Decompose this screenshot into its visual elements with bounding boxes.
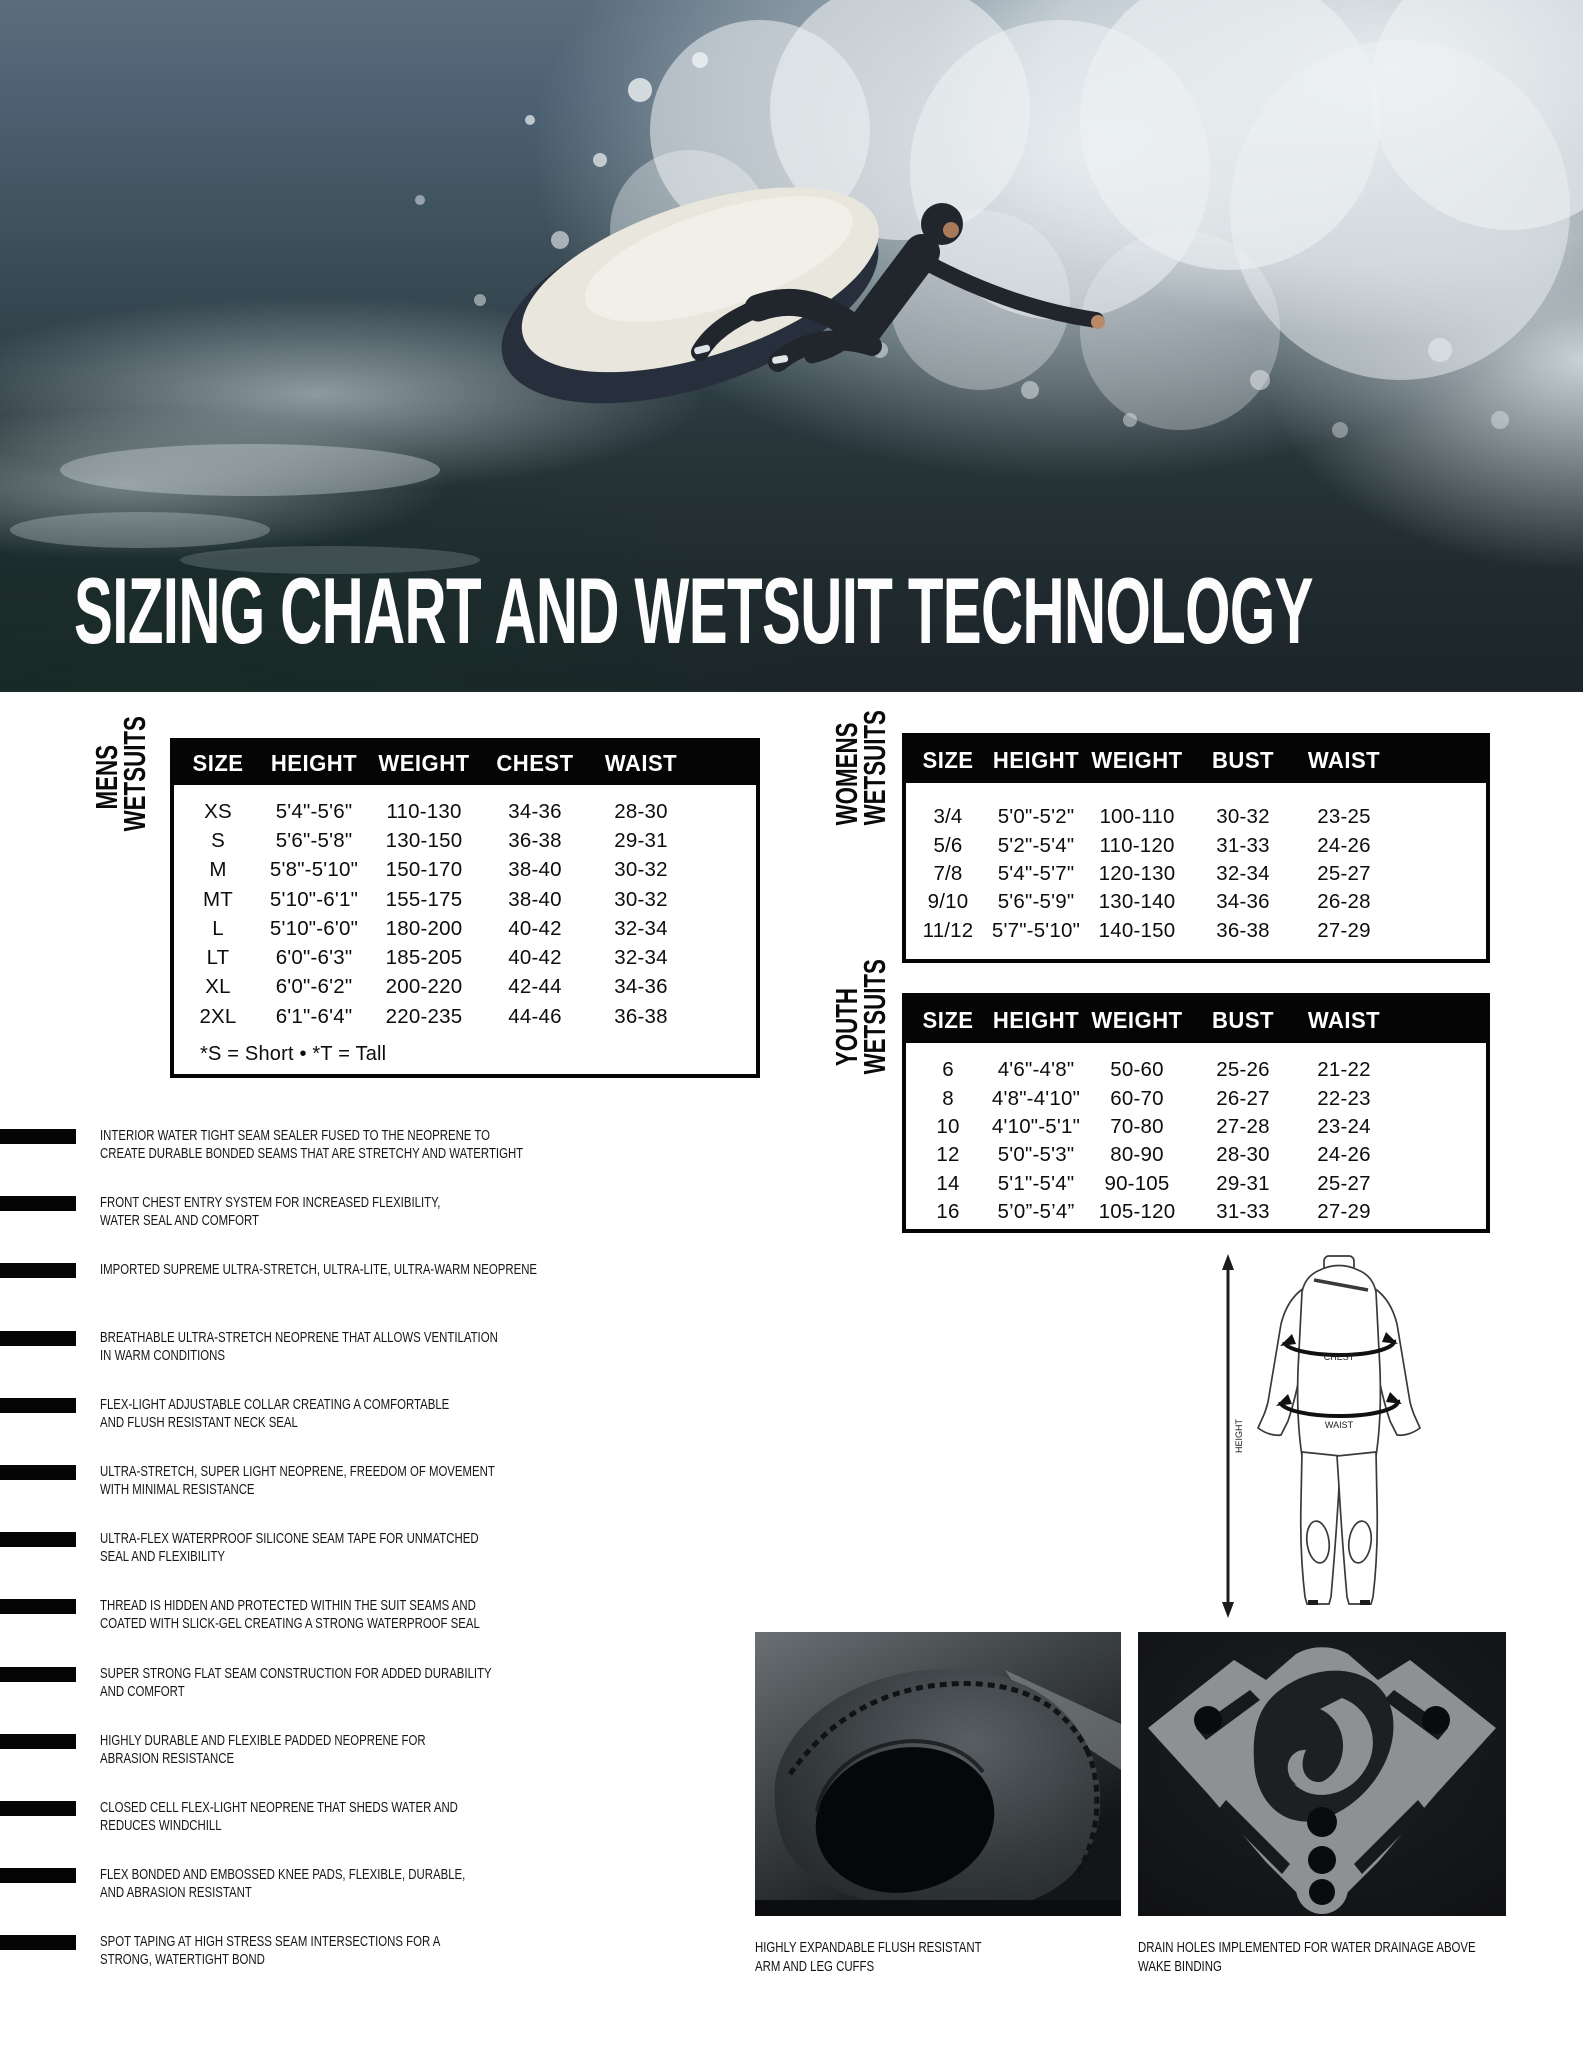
table-cell: 40-42 — [508, 916, 562, 940]
table-cell: 30-32 — [614, 858, 668, 882]
mens-wetsuits-label: MENS WETSUITS — [89, 716, 152, 832]
table-cell: 200-220 — [385, 975, 463, 999]
table-row — [906, 1113, 1486, 1141]
drain-holes-photo — [1138, 1632, 1506, 1916]
table-cell: 5'4"-5'6" — [275, 799, 353, 823]
feature-item — [0, 1933, 700, 1969]
feature-bullet-bar — [0, 1734, 76, 1749]
feature-text: IMPORTED SUPREME ULTRA-STRETCH, ULTRA-LITE, ULTRA-WARM NEOPRENE — [100, 1261, 538, 1279]
table-cell: XL — [205, 975, 231, 999]
column-header: SIZE — [922, 746, 974, 773]
table-cell: 6'0"-6'3" — [275, 946, 353, 970]
feature-bullet-bar — [0, 1532, 76, 1547]
table-cell: L — [212, 916, 224, 940]
column-header: CHEST — [496, 750, 574, 776]
youth-size-table — [902, 993, 1490, 1233]
feature-text: HIGHLY DURABLE AND FLEXIBLE PADDED NEOPRENE FOR ABRASION RESISTANCE — [100, 1731, 426, 1767]
table-cell: 27-29 — [1317, 1200, 1371, 1224]
table-cell: 34-36 — [614, 975, 668, 999]
column-header: BUST — [1211, 1006, 1275, 1033]
womens-table-body — [906, 783, 1486, 945]
technology-feature-list — [0, 0, 720, 2048]
table-cell: 5'10"-6'0" — [269, 916, 359, 940]
table-cell: 16 — [936, 1200, 960, 1224]
column-header: WEIGHT — [1091, 746, 1183, 773]
table-cell: 34-36 — [508, 799, 562, 823]
feature-text: THREAD IS HIDDEN AND PROTECTED WITHIN THE SUIT SEAMS AND COATED WITH SLICK-GEL CREATING A STRONG WATERPROOF SEAL — [100, 1597, 480, 1633]
table-row — [906, 888, 1486, 916]
column-header: SIZE — [192, 750, 244, 776]
youth-wetsuits-label: YOUTH WETSUITS — [829, 959, 892, 1075]
table-cell: 180-200 — [385, 916, 463, 940]
table-cell: 5'10"-6'1" — [269, 887, 359, 911]
table-cell: 24-26 — [1317, 833, 1371, 857]
column-header: HEIGHT — [992, 1006, 1080, 1033]
table-row — [906, 1056, 1486, 1084]
column-header: WAIST — [604, 750, 678, 776]
table-cell: LT — [206, 946, 230, 970]
feature-text: INTERIOR WATER TIGHT SEAM SEALER FUSED TO THE NEOPRENE TO CREATE DURABLE BONDED SEAMS THAT ARE STRETCHY AND WATERTIGHT — [100, 1127, 524, 1162]
table-cell: 4'10"-5'1" — [991, 1114, 1081, 1138]
feature-bullet-bar — [0, 1599, 76, 1614]
table-cell: 120-130 — [1098, 861, 1176, 885]
table-cell: 27-29 — [1317, 918, 1371, 942]
column-header: WAIST — [1307, 1006, 1381, 1033]
feature-item — [0, 1665, 700, 1701]
table-cell: 130-150 — [385, 828, 463, 852]
table-cell: 5'0"-5'2" — [997, 805, 1075, 829]
table-cell: 5'4"-5'7" — [997, 861, 1075, 885]
table-cell: 21-22 — [1317, 1058, 1371, 1082]
table-cell: 8 — [942, 1086, 954, 1110]
table-cell: 12 — [936, 1143, 960, 1167]
table-cell: 22-23 — [1317, 1086, 1371, 1110]
table-cell: 9/10 — [927, 890, 969, 914]
table-cell: 6'0"-6'2" — [275, 975, 353, 999]
table-cell: 23-25 — [1317, 805, 1371, 829]
column-header: SIZE — [922, 1006, 974, 1033]
feature-item — [0, 1732, 700, 1768]
wetsuit-outline — [1258, 1256, 1420, 1605]
table-cell: 31-33 — [1216, 833, 1270, 857]
table-cell: 6 — [942, 1058, 954, 1082]
feature-item — [0, 1463, 700, 1499]
table-row — [906, 917, 1486, 945]
table-cell: 2XL — [199, 1004, 237, 1028]
feature-text: BREATHABLE ULTRA-STRETCH NEOPRENE THAT ALLOWS VENTILATION IN WARM CONDITIONS — [100, 1328, 498, 1364]
table-cell: 5/6 — [933, 833, 963, 857]
table-cell: 110-120 — [1099, 833, 1175, 857]
table-cell: 90-105 — [1104, 1171, 1170, 1195]
table-cell: M — [209, 858, 227, 882]
table-row — [906, 831, 1486, 859]
table-row — [906, 1198, 1486, 1226]
feature-text: ULTRA-STRETCH, SUPER LIGHT NEOPRENE, FREEDOM OF MOVEMENT WITH MINIMAL RESISTANCE — [100, 1463, 495, 1498]
table-cell: 130-140 — [1098, 890, 1176, 914]
feature-item — [0, 1530, 700, 1566]
feature-item — [0, 1329, 700, 1365]
feature-text: ULTRA-FLEX WATERPROOF SILICONE SEAM TAPE FOR UNMATCHED SEAL AND FLEXIBILITY — [100, 1530, 479, 1566]
feature-text: SPOT TAPING AT HIGH STRESS SEAM INTERSECTIONS FOR A STRONG, WATERTIGHT BOND — [100, 1933, 441, 1969]
table-cell: 110-130 — [386, 799, 462, 823]
height-arrow — [1222, 1254, 1234, 1618]
column-header: WAIST — [1307, 746, 1381, 773]
drain-caption: DRAIN HOLES IMPLEMENTED FOR WATER DRAINAGE ABOVE WAKE BINDING — [1138, 1939, 1476, 1975]
table-cell: XS — [204, 799, 232, 823]
table-row — [906, 803, 1486, 831]
womens-wetsuits-label: WOMENS WETSUITS — [829, 710, 892, 826]
feature-text: FLEX-LIGHT ADJUSTABLE COLLAR CREATING A COMFORTABLE AND FLUSH RESISTANT NECK SEAL — [100, 1395, 450, 1431]
table-cell: 34-36 — [1216, 890, 1270, 914]
feature-text: CLOSED CELL FLEX-LIGHT NEOPRENE THAT SHEDS WATER AND REDUCES WINDCHILL — [100, 1799, 458, 1834]
chest-label: CHEST — [1323, 1352, 1355, 1362]
table-cell: 26-28 — [1317, 890, 1371, 914]
feature-bullet-bar — [0, 1935, 76, 1950]
table-cell: 70-80 — [1110, 1114, 1164, 1138]
womens-table-header — [906, 737, 1486, 783]
table-cell: 5'7"-5'10" — [991, 918, 1081, 942]
page-title: SIZING CHART AND WETSUIT TECHNOLOGY — [74, 558, 1313, 663]
table-cell: 25-27 — [1317, 861, 1371, 885]
column-header: WEIGHT — [378, 750, 470, 776]
table-cell: 38-40 — [508, 887, 562, 911]
measurement-diagram — [1218, 1250, 1428, 1627]
table-cell: 5’0”-5’4” — [997, 1200, 1075, 1224]
table-cell: 150-170 — [385, 858, 463, 882]
table-cell: 36-38 — [508, 828, 562, 852]
feature-item — [0, 1396, 700, 1432]
column-header: WEIGHT — [1091, 1006, 1183, 1033]
table-cell: 32-34 — [1216, 861, 1270, 885]
feature-item — [0, 1866, 700, 1902]
table-cell: 40-42 — [508, 946, 562, 970]
table-cell: S — [211, 828, 225, 852]
column-header: HEIGHT — [270, 750, 358, 776]
table-cell: 44-46 — [508, 1004, 562, 1028]
table-row — [906, 1084, 1486, 1112]
table-cell: 42-44 — [508, 975, 562, 999]
table-cell: 38-40 — [508, 858, 562, 882]
column-header: HEIGHT — [992, 746, 1080, 773]
feature-bullet-bar — [0, 1801, 76, 1816]
feature-bullet-bar — [0, 1263, 76, 1278]
table-row — [906, 1141, 1486, 1169]
table-cell: 25-26 — [1216, 1058, 1270, 1082]
table-cell: 100-110 — [1099, 805, 1175, 829]
column-header: BUST — [1211, 746, 1275, 773]
table-cell: 14 — [936, 1171, 960, 1195]
table-cell: 36-38 — [614, 1004, 668, 1028]
feature-text: SUPER STRONG FLAT SEAM CONSTRUCTION FOR ADDED DURABILITY AND COMFORT — [100, 1664, 492, 1700]
table-cell: 23-24 — [1317, 1114, 1371, 1138]
table-cell: 5'6"-5'8" — [275, 828, 353, 852]
size-footnote: *S = Short • *T = Tall — [200, 1043, 387, 1065]
table-cell: 6'1"-6'4" — [275, 1004, 353, 1028]
table-cell: 3/4 — [933, 805, 963, 829]
feature-item — [0, 1799, 700, 1835]
table-cell: 29-31 — [614, 828, 668, 852]
table-cell: 28-30 — [614, 799, 668, 823]
youth-table-body — [906, 1043, 1486, 1226]
table-cell: 5'1"-5'4" — [997, 1171, 1075, 1195]
table-cell: 4'6"-4'8" — [997, 1058, 1075, 1082]
table-cell: 50-60 — [1110, 1058, 1164, 1082]
table-cell: 80-90 — [1110, 1143, 1164, 1167]
feature-bullet-bar — [0, 1868, 76, 1883]
feature-item — [0, 1127, 700, 1163]
table-cell: 32-34 — [614, 916, 668, 940]
table-cell: 5'0"-5'3" — [997, 1143, 1075, 1167]
table-cell: 27-28 — [1216, 1114, 1270, 1138]
table-cell: 28-30 — [1216, 1143, 1270, 1167]
cuff-caption: HIGHLY EXPANDABLE FLUSH RESISTANT ARM AND LEG CUFFS — [755, 1939, 982, 1975]
table-cell: 185-205 — [385, 946, 463, 970]
table-cell: 155-175 — [385, 887, 463, 911]
table-cell: 30-32 — [614, 887, 668, 911]
cuff-photo — [755, 1632, 1121, 1916]
youth-table-header — [906, 997, 1486, 1043]
table-cell: 60-70 — [1110, 1086, 1164, 1110]
table-cell: 29-31 — [1216, 1171, 1270, 1195]
table-row — [906, 1170, 1486, 1198]
table-cell: 24-26 — [1317, 1143, 1371, 1167]
table-cell: 7/8 — [933, 861, 963, 885]
feature-bullet-bar — [0, 1667, 76, 1682]
table-cell: 25-27 — [1317, 1171, 1371, 1195]
table-cell: 4'8"-4'10" — [991, 1086, 1081, 1110]
feature-bullet-bar — [0, 1465, 76, 1480]
feature-bullet-bar — [0, 1129, 76, 1144]
table-cell: 30-32 — [1216, 805, 1270, 829]
table-cell: 140-150 — [1098, 918, 1176, 942]
table-cell: 31-33 — [1216, 1200, 1270, 1224]
feature-bullet-bar — [0, 1331, 76, 1346]
table-cell: 11/12 — [922, 918, 974, 942]
table-cell: MT — [203, 887, 233, 911]
table-cell: 5'6"-5'9" — [997, 890, 1075, 914]
table-cell: 5'8"-5'10" — [269, 858, 359, 882]
feature-text: FRONT CHEST ENTRY SYSTEM FOR INCREASED FLEXIBILITY, WATER SEAL AND COMFORT — [100, 1194, 441, 1230]
table-cell: 220-235 — [385, 1004, 463, 1028]
waist-label: WAIST — [1324, 1420, 1354, 1430]
feature-text: FLEX BONDED AND EMBOSSED KNEE PADS, FLEXIBLE, DURABLE, AND ABRASION RESISTANT — [100, 1866, 466, 1902]
table-cell: 26-27 — [1216, 1086, 1270, 1110]
feature-bullet-bar — [0, 1196, 76, 1211]
womens-size-table — [902, 733, 1490, 963]
height-label: HEIGHT — [1234, 1418, 1244, 1454]
table-row — [906, 860, 1486, 888]
feature-item — [0, 1194, 700, 1230]
table-cell: 105-120 — [1098, 1200, 1176, 1224]
feature-item — [0, 1597, 700, 1633]
table-cell: 36-38 — [1216, 918, 1270, 942]
feature-bullet-bar — [0, 1398, 76, 1413]
table-cell: 32-34 — [614, 946, 668, 970]
table-cell: 5'2"-5'4" — [997, 833, 1075, 857]
feature-item — [0, 1261, 700, 1279]
table-cell: 10 — [936, 1114, 960, 1138]
